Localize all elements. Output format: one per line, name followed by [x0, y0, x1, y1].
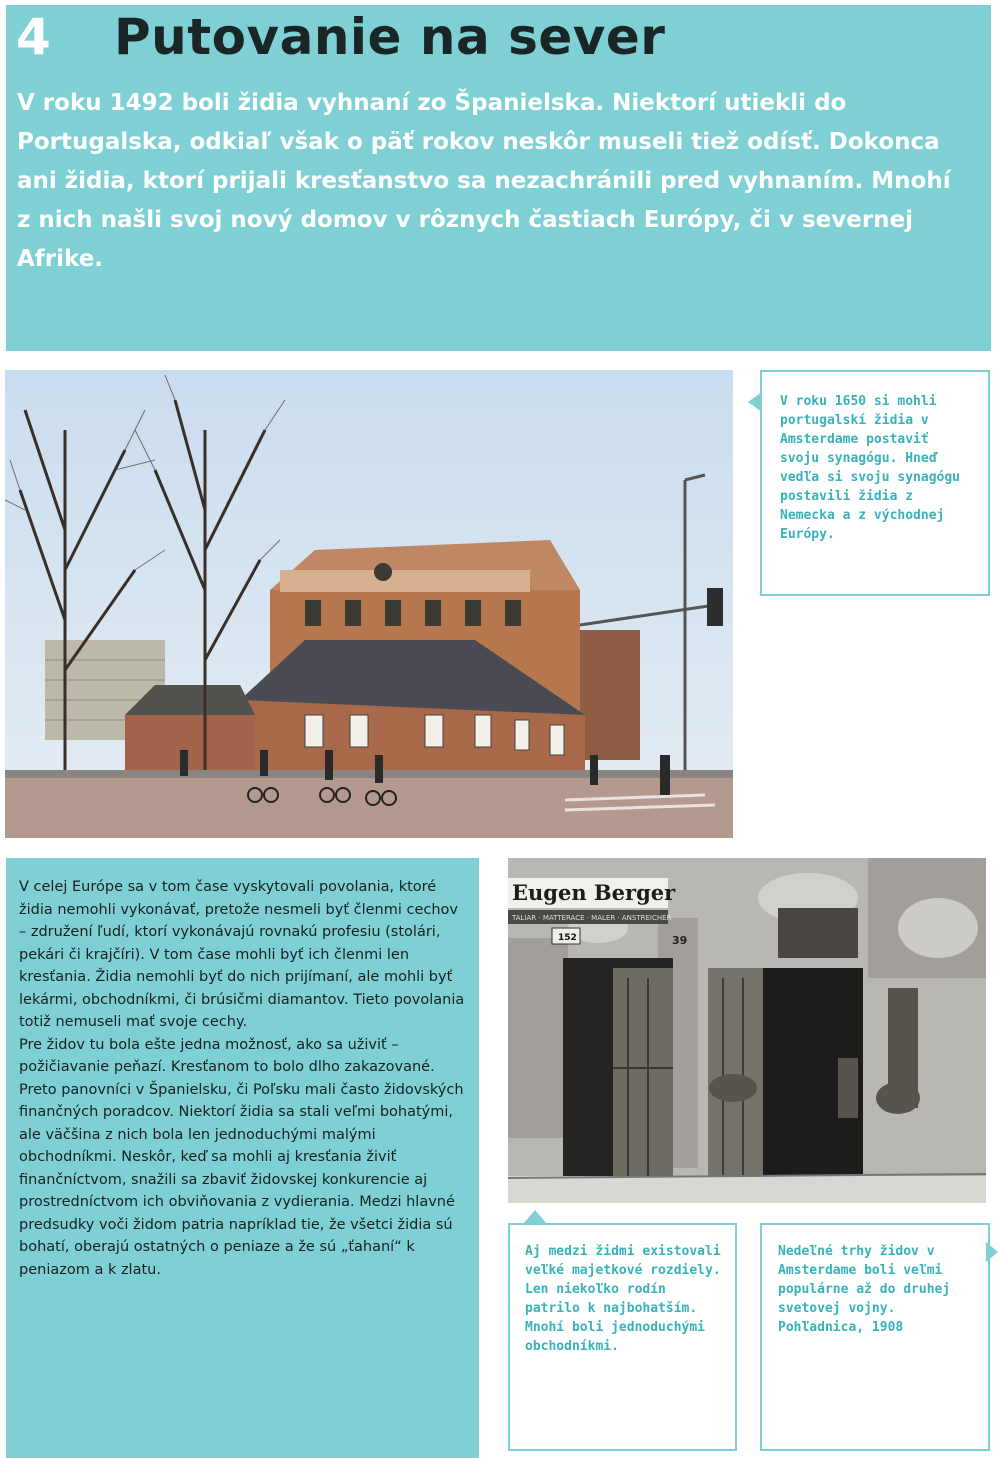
house-number: 39: [672, 934, 688, 947]
caption-pointer-right: [986, 1242, 998, 1262]
synagogue-caption: V roku 1650 si mohli portugalskí židia v Amsterdame postaviť svoju synagógu. Hneď vedľa si svoju synagógu postavili židia z Nemecka a z východnej Európy.: [780, 394, 961, 542]
shop-subsign: TALIAR · MATTERACE · MALER · ANSTREICHER: [512, 914, 672, 922]
synagogue-photo: [5, 370, 733, 838]
shop-caption: Aj medzi židmi existovali veľké majetkové rozdiely. Len niekoľko rodín patrilo k najbohatším. Mnohí boli jednoduchými obchodníkmi.: [525, 1244, 721, 1354]
main-paragraph-1: V celej Európe sa v tom čase vyskytovali povolania, ktoré židia nemohli vykonávať, pretože nesmeli byť členmi cechov – združení ľudí, ktorí vykonávajú rovnakú profesiu (stolári, pekári či krajčíri). V tom čase mohli byť ich členmi len kresťania. Židia nemohli byť do nich prijímaní, ale mohli byť lekármi, obchodníkmi, či brúsičmi diamantov. Tieto povolania totiž nemuseli mať svoje cechy.: [19, 879, 465, 1030]
chapter-number: 4: [16, 8, 51, 66]
shop-photo: [508, 858, 986, 1203]
shop-sign: Eugen Berger: [512, 880, 676, 905]
plate-number: 152: [558, 933, 577, 943]
main-text: [19, 876, 469, 1281]
market-caption: Nedeľné trhy židov v Amsterdame boli veľmi populárne až do druhej svetovej vojny. Pohľadnica, 1908: [778, 1244, 951, 1335]
chapter-title: Putovanie na sever: [114, 8, 666, 66]
caption-pointer-up: [523, 1210, 547, 1224]
main-paragraph-2: Pre židov tu bola ešte jedna možnosť, ako sa uživiť – požičiavanie peňazí. Kresťanom to bolo dlho zakazované. Preto panovníci v Španielsku, či Poľsku mali často židovských finančných poradcov. Niektorí židia sa stali veľmi bohatými, ale väčšina z nich bola len jednoduchými malými obchodníkmi. Neskôr, keď sa mohli aj kresťania živiť finančníctvom, snažili sa zbaviť židovskej konkurencie aj prostredníctvom ich obviňovania z vydierania. Medzi hlavné predsudky voči židom patria napríklad tie, že všetci židia sú bohatí, oberajú ostatných o peniaze a že sú „ťahaní“ k peniazom a k zlatu.: [19, 1036, 464, 1278]
chapter-intro: V roku 1492 boli židia vyhnaní zo Španielska. Niektorí utiekli do Portugalska, odkiaľ však o päť rokov neskôr museli tiež odísť. Dokonca ani židia, ktorí prijali kresťanstvo sa nezachránili pred vyhnaním. Mnohí z nich našli svoj nový domov v rôznych častiach Európy, či v severnej Afrike.: [17, 90, 951, 272]
